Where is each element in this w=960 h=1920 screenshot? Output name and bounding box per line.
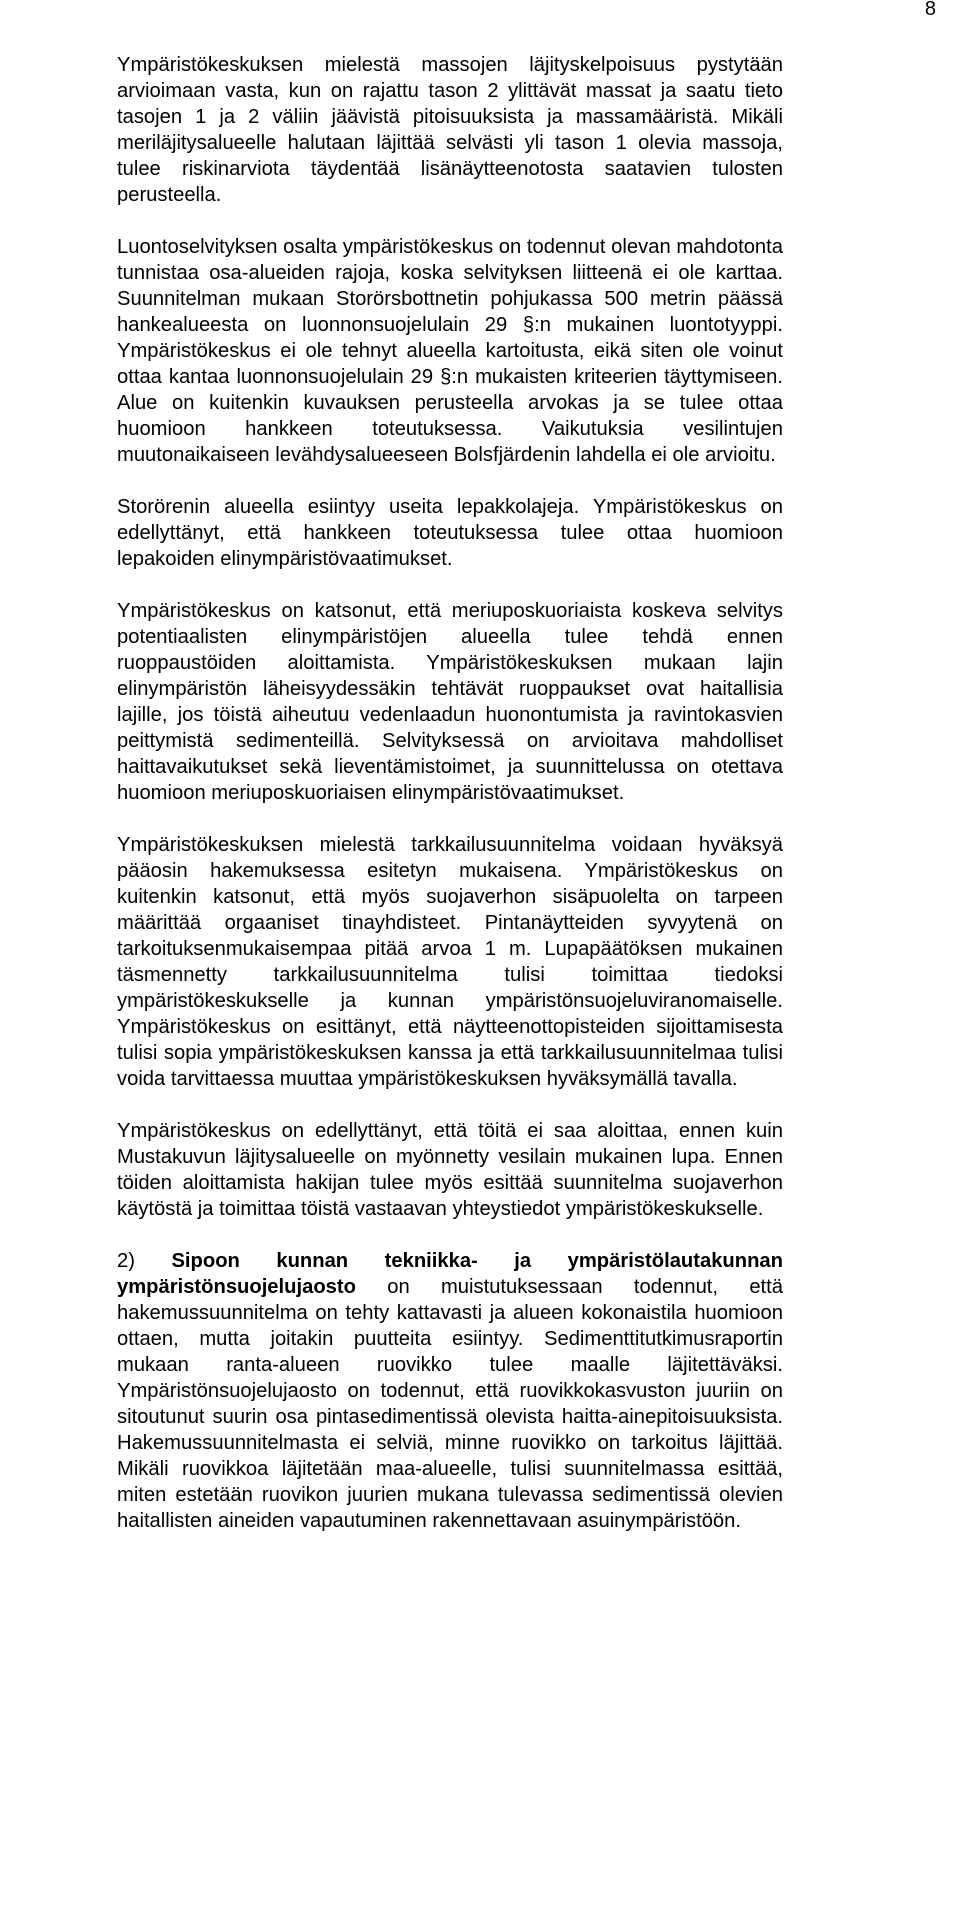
- paragraph-sediment-assessment: Ympäristökeskuksen mielestä massojen läjityskelpoisuus pystytään arvioimaan vasta, kun on rajattu tason 2 ylittävät massat ja saatu tieto tasojen 1 ja 2 väliin jäävistä pitoisuuksista ja massamääristä. Mikäli meriläjitysalueelle halutaan läjittää selvästi yli tason 1 olevia massoja, tulee riskinarviota täydentää lisänäytteenotosta saatavien tulosten perusteella.: [117, 54, 783, 206]
- paragraph-sipoo-statement: [117, 1248, 783, 1534]
- page-number: 8: [924, 0, 936, 20]
- document-body: [117, 52, 783, 1560]
- authority-name: Sipoon kunnan tekniikka- ja ympäristölautakunnan ympäristönsuojelujaosto: [117, 1250, 783, 1298]
- paragraph-nature-survey: Luontoselvityksen osalta ympäristökeskus on todennut olevan mahdotonta tunnistaa osa-alueiden rajoja, koska selvityksen liitteenä ei ole karttaa. Suunnitelman mukaan Storörsbottnetin pohjukassa 500 metrin päässä hankealueesta on luonnonsuojelulain 29 §:n mukainen luontotyyppi. Ympäristökeskus ei ole tehnyt alueella kartoitusta, eikä siten ole voinut ottaa kantaa luonnonsuojelulain 29 §:n mukaisten kriteerien täyttymiseen. Alue on kuitenkin kuvauksen perusteella arvokas ja se tulee ottaa huomioon hankkeen toteutuksessa. Vaikutuksia vesilintujen muutonaikaiseen levähdysalueeseen Bolsfjärdenin lahdella ei ole arvioitu.: [117, 236, 783, 466]
- paragraph-permit-condition: Ympäristökeskus on edellyttänyt, että töitä ei saa aloittaa, ennen kuin Mustakuvun läjitysalueelle on myönnetty vesilain mukainen lupa. Ennen töiden aloittamista hakijan tulee myös esittää suunnitelma suojaverhon käytöstä ja toimittaa töistä vastaavan yhteystiedot ympäristökeskukselle.: [117, 1120, 783, 1220]
- list-number: 2): [117, 1250, 172, 1272]
- statement-text: on muistutuksessaan todennut, että hakemussuunnitelma on tehty kattavasti ja alueen kokonaistila huomioon ottaen, mutta joitakin puutteita esiintyy. Sedimenttitutkimusraportin mukaan ranta-alueen ruovikko tulee maalle läjitettäväksi. Ympäristönsuojelujaosto on todennut, että ruovikkokasvuston juuriin on sitoutunut suurin osa pintasedimentissä olevista haitta-ainepitoisuuksista. Hakemussuunnitelmasta ei selviä, minne ruovikko on tarkoitus läjittää. Mikäli ruovikkoa läjitetään maa-alueelle, tulisi suunnitelmassa esittää, miten estetään ruovikon juurien mukana tulevassa sedimentissä olevien haitallisten aineiden vapautuminen rakennettavaan asuinympäristöön.: [117, 1276, 783, 1532]
- paragraph-diving-beetle: Ympäristökeskus on katsonut, että meriuposkuoriaista koskeva selvitys potentiaalisten elinympäristöjen alueella tulee tehdä ennen ruoppaustöiden aloittamista. Ympäristökeskuksen mukaan lajin elinympäristön läheisyydessäkin tehtävät ruoppaukset ovat haitallisia lajille, jos töistä aiheutuu vedenlaadun huonontumista ja ravintokasvien peittymistä sedimenteillä. Selvityksessä on arvioitava mahdolliset haittavaikutukset sekä lieventämistoimet, ja suunnittelussa on otettava huomioon meriuposkuoriaisen elinympäristövaatimukset.: [117, 600, 783, 804]
- paragraph-bats: Storörenin alueella esiintyy useita lepakkolajeja. Ympäristökeskus on edellyttänyt, että hankkeen toteutuksessa tulee ottaa huomioon lepakoiden elinympäristövaatimukset.: [117, 496, 783, 570]
- paragraph-monitoring-plan: Ympäristökeskuksen mielestä tarkkailusuunnitelma voidaan hyväksyä pääosin hakemuksessa esitetyn mukaisena. Ympäristökeskus on kuitenkin katsonut, että myös suojaverhon sisäpuolelta on tarpeen määrittää orgaaniset tinayhdisteet. Pintanäytteiden syvyytenä on tarkoituksenmukaisempaa pitää arvoa 1 m. Lupapäätöksen mukainen täsmennetty tarkkailusuunnitelma tulisi toimittaa tiedoksi ympäristökeskukselle ja kunnan ympäristönsuojeluviranomaiselle. Ympäristökeskus on esittänyt, että näytteenottopisteiden sijoittamisesta tulisi sopia ympäristökeskuksen kanssa ja että tarkkailusuunnitelmaa tulisi voida tarvittaessa muuttaa ympäristökeskuksen hyväksymällä tavalla.: [117, 834, 783, 1090]
